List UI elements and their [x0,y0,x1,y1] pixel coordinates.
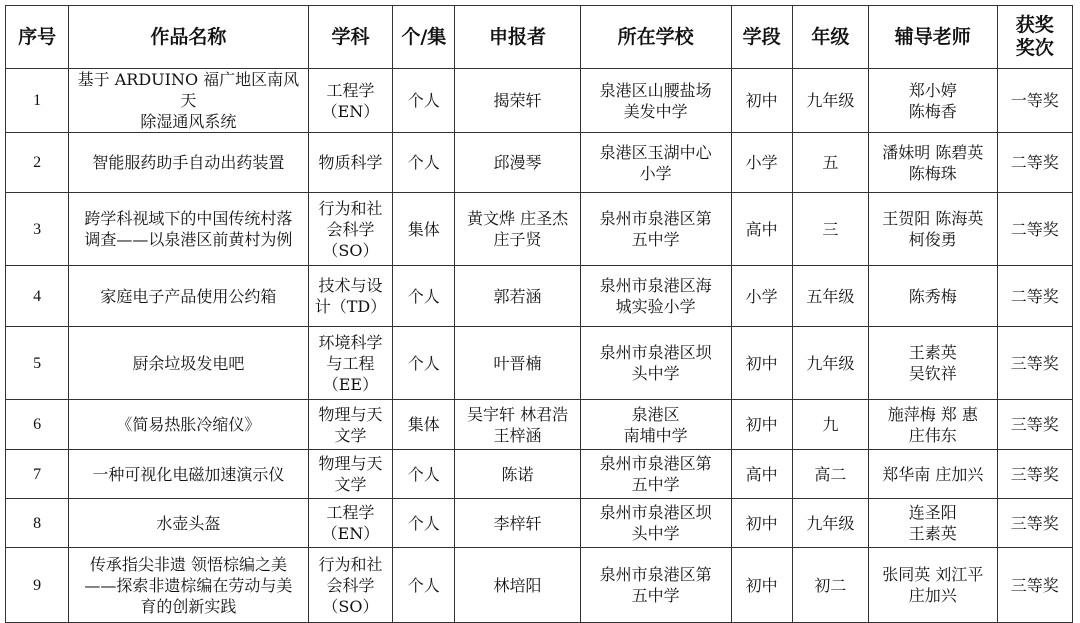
cell-applicant: 邱漫琴 [455,133,580,193]
cell-subject: 工程学 （EN） [308,499,393,548]
award-table-container [5,5,1073,623]
cell-type: 个人 [393,133,455,193]
table-row [6,400,1073,450]
cell-teacher: 郑华南 庄加兴 [869,450,997,499]
cell-subject: 技术与设 计（TD） [308,266,393,327]
cell-school: 泉州市泉港区第 五中学 [580,450,731,499]
cell-grade: 九 [792,400,868,450]
cell-award: 一等奖 [997,69,1072,133]
cell-stage: 小学 [731,133,792,193]
cell-award: 二等奖 [997,266,1072,327]
cell-subject: 工程学 （EN） [308,69,393,133]
cell-school: 泉港区玉湖中心 小学 [580,133,731,193]
cell-seq: 3 [6,193,69,266]
cell-teacher: 王贺阳 陈海英 柯俊勇 [869,193,997,266]
header-subject: 学科 [308,6,393,69]
cell-title: 《简易热胀冷缩仪》 [69,400,308,450]
table-row [6,133,1073,193]
cell-subject: 物质科学 [308,133,393,193]
table-row [6,450,1073,499]
table-row [6,69,1073,133]
cell-title: 家庭电子产品使用公约箱 [69,266,308,327]
cell-applicant: 陈诺 [455,450,580,499]
cell-title: 传承指尖非遗 领悟棕编之美 ——探索非遗棕编在劳动与美 育的创新实践 [69,548,308,623]
cell-title: 跨学科视域下的中国传统村落 调查——以泉港区前黄村为例 [69,193,308,266]
header-seq: 序号 [6,6,69,69]
cell-seq: 4 [6,266,69,327]
cell-grade: 九年级 [792,69,868,133]
cell-grade: 三 [792,193,868,266]
header-row [6,6,1073,69]
cell-stage: 初中 [731,327,792,400]
table-row [6,548,1073,623]
table-row [6,266,1073,327]
cell-grade: 九年级 [792,499,868,548]
cell-teacher: 王素英 吴钦祥 [869,327,997,400]
cell-type: 个人 [393,266,455,327]
cell-type: 个人 [393,327,455,400]
cell-type: 个人 [393,548,455,623]
cell-teacher: 郑小婷 陈梅香 [869,69,997,133]
header-stage: 学段 [731,6,792,69]
cell-stage: 初中 [731,400,792,450]
cell-school: 泉港区 南埔中学 [580,400,731,450]
cell-seq: 6 [6,400,69,450]
award-table [5,5,1073,623]
cell-type: 个人 [393,69,455,133]
cell-type: 个人 [393,450,455,499]
cell-award: 二等奖 [997,193,1072,266]
cell-school: 泉州市泉港区坝 头中学 [580,499,731,548]
cell-grade: 五 [792,133,868,193]
cell-grade: 五年级 [792,266,868,327]
header-school: 所在学校 [580,6,731,69]
cell-award: 三等奖 [997,499,1072,548]
cell-teacher: 张同英 刘江平 庄加兴 [869,548,997,623]
cell-title: 智能服药助手自动出药装置 [69,133,308,193]
cell-stage: 初中 [731,499,792,548]
cell-school: 泉州市泉港区坝 头中学 [580,327,731,400]
cell-school: 泉州市泉港区第 五中学 [580,193,731,266]
cell-applicant: 郭若涵 [455,266,580,327]
cell-stage: 初中 [731,548,792,623]
cell-title: 基于 ARDUINO 福广地区南风天 除湿通风系统 [69,69,308,133]
cell-grade: 高二 [792,450,868,499]
cell-title: 厨余垃圾发电吧 [69,327,308,400]
cell-type: 个人 [393,499,455,548]
cell-stage: 初中 [731,69,792,133]
cell-seq: 1 [6,69,69,133]
cell-award: 三等奖 [997,548,1072,623]
cell-seq: 7 [6,450,69,499]
cell-subject: 环境科学 与工程 （EE） [308,327,393,400]
cell-stage: 高中 [731,193,792,266]
cell-seq: 5 [6,327,69,400]
cell-award: 三等奖 [997,327,1072,400]
cell-school: 泉州市泉港区海 城实验小学 [580,266,731,327]
cell-seq: 2 [6,133,69,193]
cell-type: 集体 [393,193,455,266]
cell-grade: 初二 [792,548,868,623]
cell-subject: 行为和社 会科学 （SO） [308,193,393,266]
cell-stage: 高中 [731,450,792,499]
cell-applicant: 叶晋楠 [455,327,580,400]
cell-teacher: 潘妹明 陈碧英 陈梅珠 [869,133,997,193]
cell-applicant: 吴宇轩 林君浩 王梓涵 [455,400,580,450]
cell-teacher: 施萍梅 郑 惠 庄伟东 [869,400,997,450]
table-row [6,327,1073,400]
table-row [6,499,1073,548]
cell-type: 集体 [393,400,455,450]
header-grade: 年级 [792,6,868,69]
cell-teacher: 陈秀梅 [869,266,997,327]
cell-seq: 8 [6,499,69,548]
table-body [6,69,1073,623]
cell-stage: 小学 [731,266,792,327]
header-applicant: 申报者 [455,6,580,69]
cell-grade: 九年级 [792,327,868,400]
cell-school: 泉州市泉港区第 五中学 [580,548,731,623]
cell-applicant: 黄文烨 庄圣杰 庄子贤 [455,193,580,266]
header-award: 获奖 奖次 [997,6,1072,69]
cell-award: 三等奖 [997,450,1072,499]
cell-applicant: 揭荣轩 [455,69,580,133]
cell-title: 一种可视化电磁加速演示仪 [69,450,308,499]
header-type: 个/集 [393,6,455,69]
header-teacher: 辅导老师 [869,6,997,69]
cell-school: 泉港区山腰盐场 美发中学 [580,69,731,133]
cell-subject: 物理与天 文学 [308,400,393,450]
cell-applicant: 李梓轩 [455,499,580,548]
cell-subject: 行为和社 会科学 （SO） [308,548,393,623]
cell-subject: 物理与天 文学 [308,450,393,499]
header-title: 作品名称 [69,6,308,69]
cell-applicant: 林培阳 [455,548,580,623]
cell-seq: 9 [6,548,69,623]
table-row [6,193,1073,266]
cell-award: 三等奖 [997,400,1072,450]
cell-title: 水壶头盔 [69,499,308,548]
cell-award: 二等奖 [997,133,1072,193]
cell-teacher: 连圣阳 王素英 [869,499,997,548]
